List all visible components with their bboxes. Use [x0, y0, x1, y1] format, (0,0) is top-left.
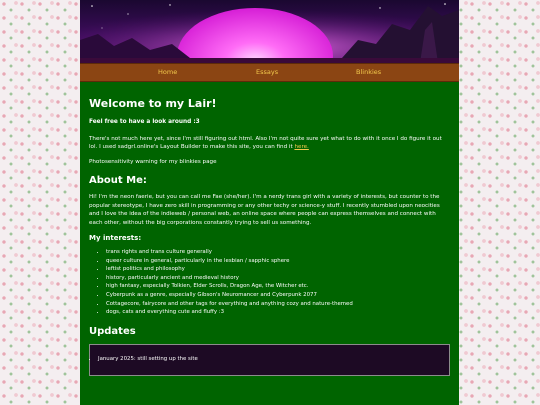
list-item: • Cyberpunk as a genre, especially Gibson's Neuromancer and Cyberpunk 2077: [106, 291, 450, 300]
about-paragraph: Hi! I'm the neon faerie, but you can call me Fae (she/her). I'm a nerdy trans girl with a variety of interests, but counter to the popular stereotype, I have zero skill in programming or any other techy or science-y stuff. I recently stumbled upon neocities and I love the idea of the indieweb / personal web, an online space where people can express themselves and connect with each other, without the big corporations constantly trying to sell us something.: [89, 194, 440, 226]
content-area: [80, 97, 459, 376]
list-item: • leftist politics and philosophy: [106, 265, 450, 274]
layout-builder-link[interactable]: here.: [294, 144, 309, 150]
nav-link-home[interactable]: Home: [158, 68, 178, 76]
page-title: Welcome to my Lair!: [89, 97, 217, 110]
updates-box: [89, 344, 450, 376]
updates-list: [94, 355, 198, 364]
list-item: • high fantasy, especially Tolkien, Elder Scrolls, Dragon Age, the Witcher etc.: [106, 282, 450, 291]
interests-heading: My interests:: [89, 234, 142, 242]
synthwave-sun-illustration: [80, 0, 459, 63]
intro-paragraph: [89, 135, 450, 152]
list-item: • trans rights and trans culture generally: [106, 248, 450, 257]
interests-list: [89, 248, 450, 317]
main-container: [80, 0, 459, 405]
updates-heading: Updates: [89, 325, 136, 337]
tagline: Feel free to have a look around :3: [89, 119, 200, 125]
intro-text: There's not much here yet, since I'm still figuring out html. Also I'm not quite sure yet what to do with it once I do figure it out lol. I used sadgrl.online's Layout Builder to make this site, you can find it: [89, 135, 442, 150]
nav-link-blinkies[interactable]: Blinkies: [356, 68, 382, 76]
nav-bar: [80, 63, 459, 82]
header-banner: [80, 0, 459, 63]
list-item: • dogs, cats and everything cute and fluffy :3: [106, 308, 450, 317]
list-item: • history, particularly ancient and medieval history: [106, 274, 450, 283]
list-item: • Cottagecore, fairycore and other tags for everything and anything cozy and nature-themed: [106, 300, 450, 309]
about-heading: About Me:: [89, 175, 147, 186]
list-item: • January 2025: still setting up the site: [98, 355, 198, 364]
nav-link-essays[interactable]: Essays: [256, 68, 279, 76]
list-item: • queer culture in general, particularly in the lesbian / sapphic sphere: [106, 257, 450, 266]
photosensitivity-warning: Photosensitivity warning for my blinkies page: [89, 158, 217, 165]
